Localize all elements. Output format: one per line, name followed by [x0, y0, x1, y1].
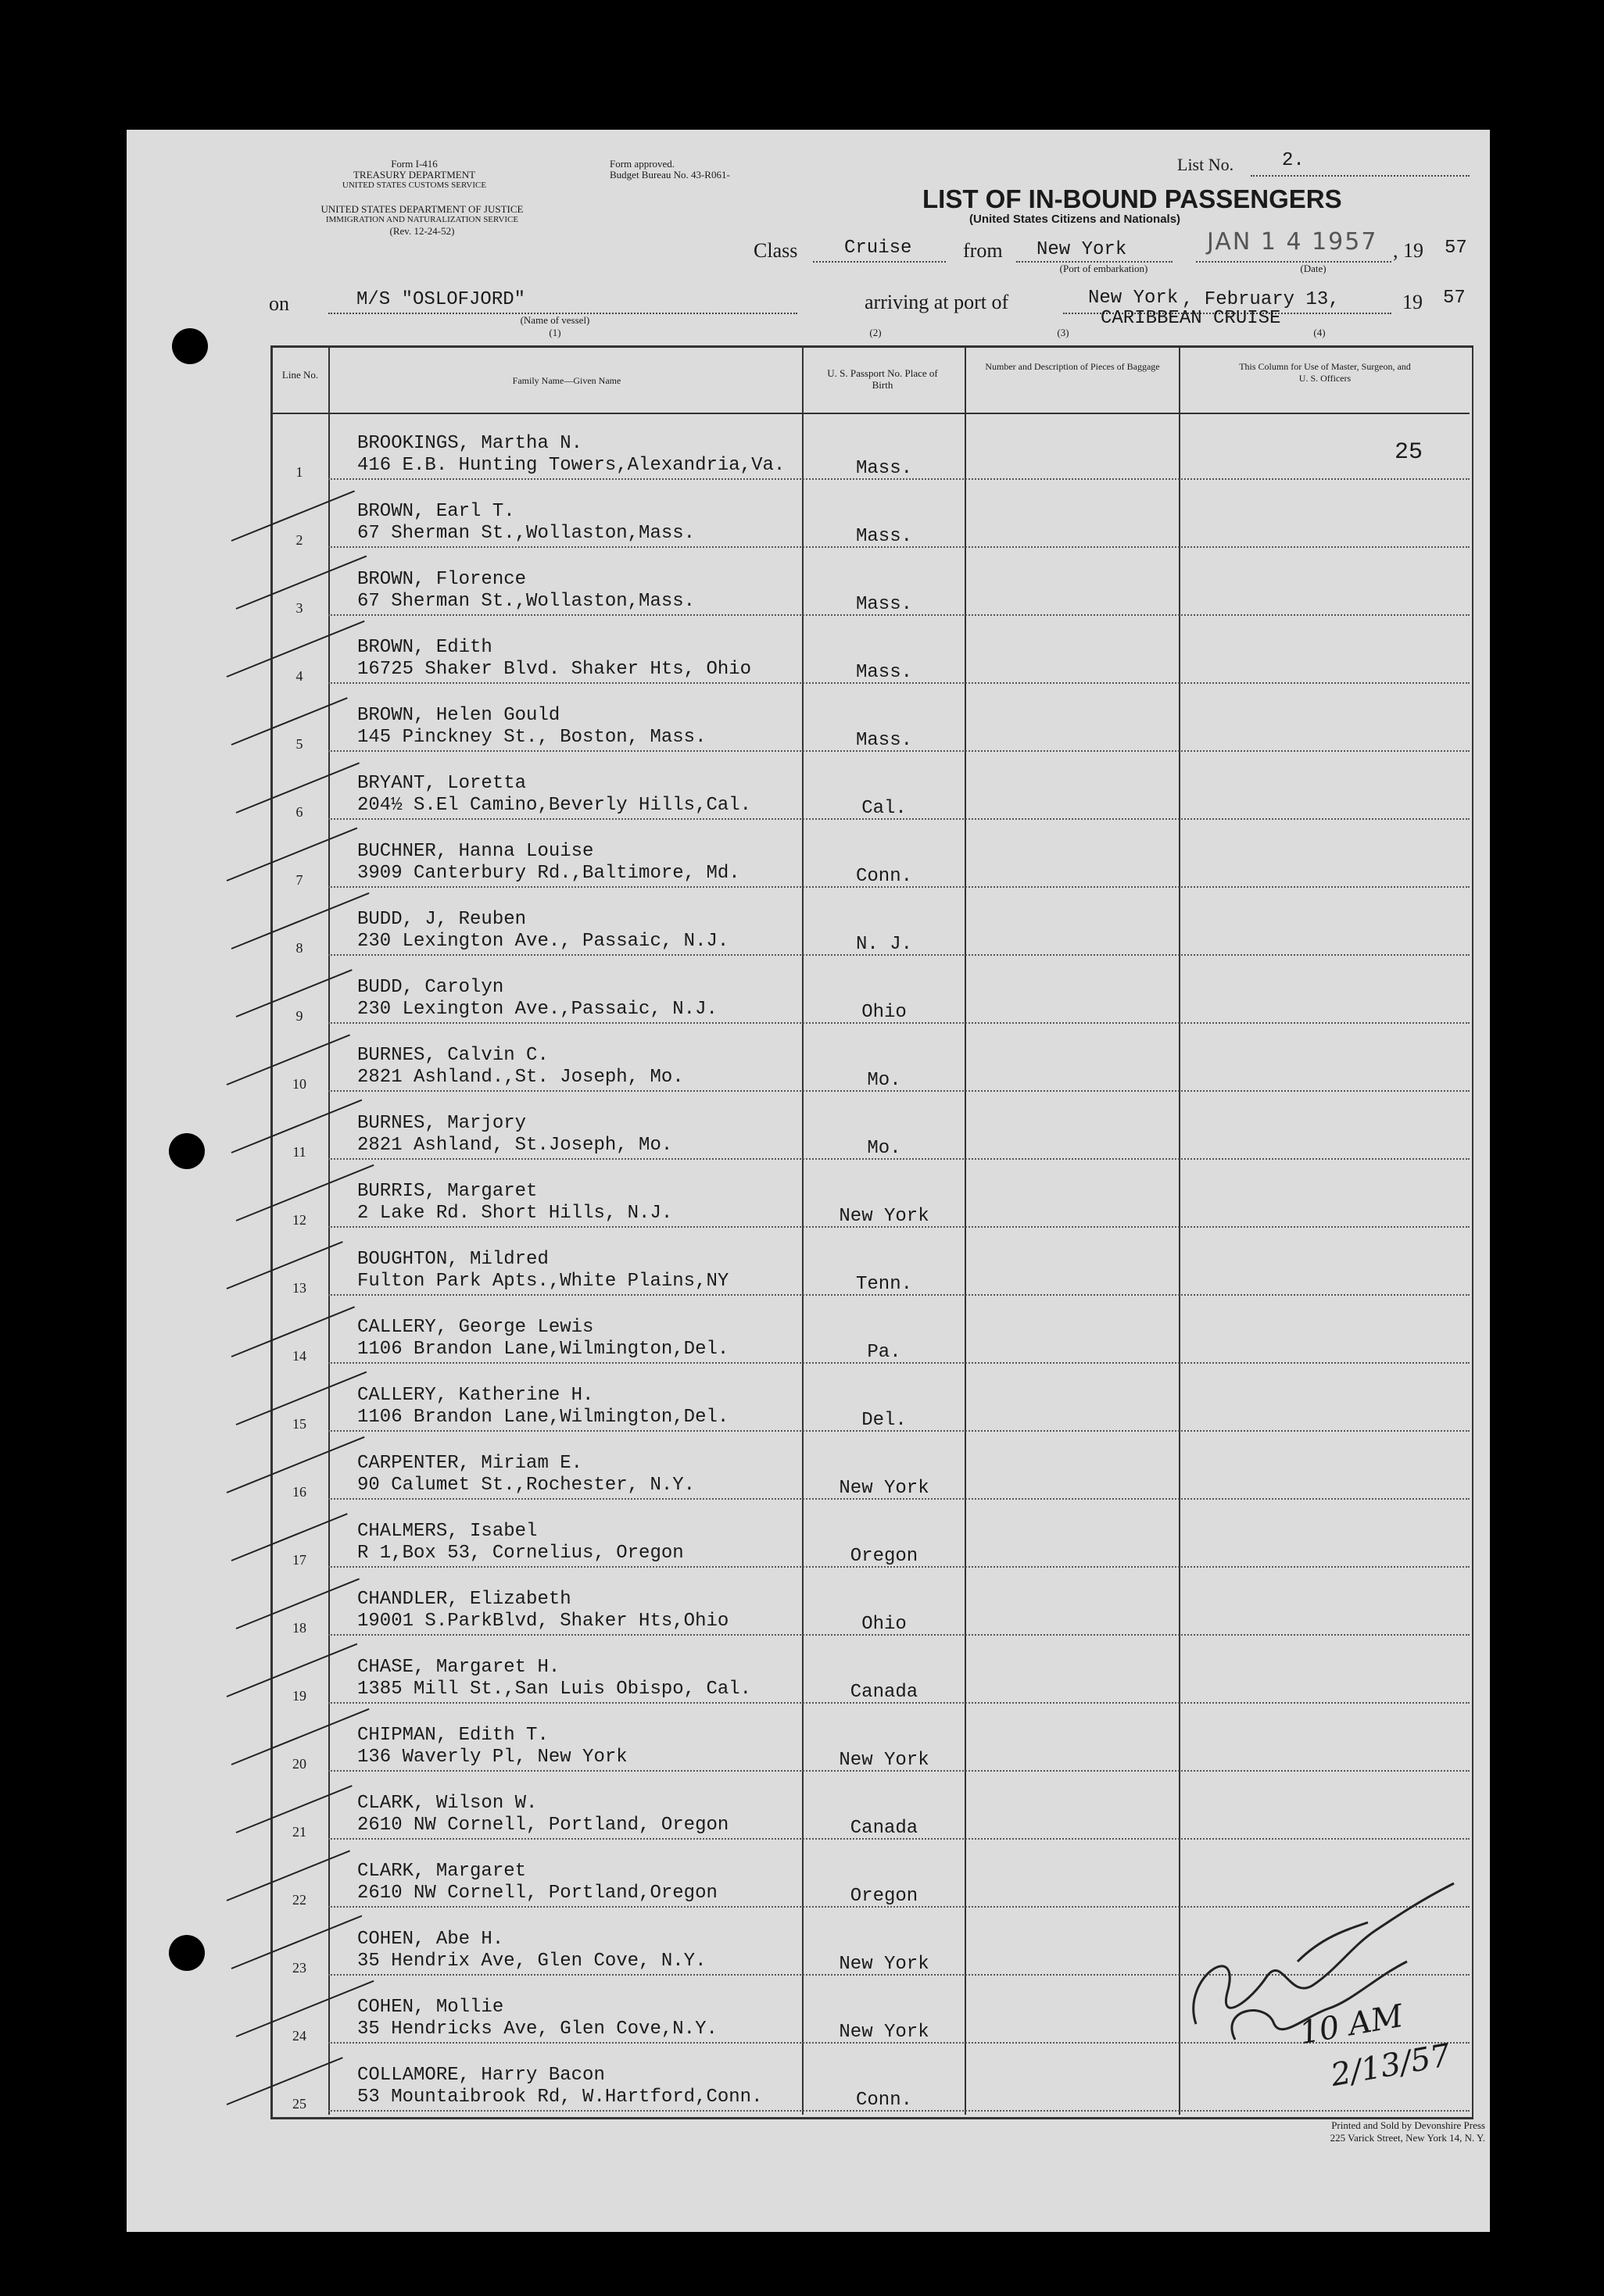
- line-number: 15: [292, 1416, 306, 1432]
- header-passport: U. S. Passport No. Place of Birth: [827, 367, 938, 391]
- passenger-birthplace: Mass.: [855, 526, 912, 547]
- passenger-address: 2610 NW Cornell, Portland,Oregon: [357, 1883, 718, 1904]
- line-number: 1: [295, 464, 303, 480]
- year-prefix-2: 19: [1402, 291, 1423, 313]
- passenger-name: BROWN, Helen Gould: [357, 705, 560, 726]
- form-approved: Form approved.: [610, 158, 675, 170]
- line-number: 6: [295, 804, 303, 820]
- line-number: 24: [292, 2028, 306, 2044]
- vessel-name: M/S "OSLOFJORD": [356, 289, 526, 310]
- passenger-birthplace: New York: [839, 1478, 929, 1499]
- budget-bureau: Budget Bureau No. 43-R061-: [610, 169, 730, 181]
- row-divider: [328, 1702, 1470, 1704]
- passenger-address: 230 Lexington Ave.,Passaic, N.J.: [357, 999, 718, 1020]
- passenger-address: 2 Lake Rd. Short Hills, N.J.: [357, 1203, 673, 1224]
- passenger-name: CHASE, Margaret H.: [357, 1657, 560, 1678]
- passenger-address: 3909 Canterbury Rd.,Baltimore, Md.: [357, 863, 740, 884]
- passenger-birthplace: Pa.: [867, 1342, 901, 1363]
- row-divider: [328, 546, 1470, 548]
- arriving-label: arriving at port of: [865, 291, 1009, 313]
- line-number: 21: [292, 1824, 306, 1840]
- passenger-address: 136 Waverly Pl, New York: [357, 1747, 628, 1768]
- col-2-number: (2): [869, 327, 882, 338]
- passenger-address: 19001 S.ParkBlvd, Shaker Hts,Ohio: [357, 1611, 729, 1632]
- header-rule: [270, 413, 1470, 414]
- passenger-birthplace: N. J.: [855, 934, 912, 955]
- col-3-number: (3): [1057, 327, 1069, 338]
- passenger-name: COHEN, Abe H.: [357, 1929, 504, 1950]
- passenger-birthplace: Mass.: [855, 730, 912, 751]
- passenger-address: 2821 Ashland, St.Joseph, Mo.: [357, 1135, 673, 1156]
- line-number: 16: [292, 1484, 306, 1500]
- passenger-birthplace: Oregon: [850, 1546, 918, 1567]
- passenger-birthplace: Mo.: [867, 1070, 901, 1091]
- line-number: 2: [295, 532, 303, 548]
- row-divider: [328, 1634, 1470, 1636]
- row-divider: [328, 1770, 1470, 1772]
- passenger-birthplace: Del.: [861, 1410, 907, 1431]
- line-number: 11: [292, 1144, 306, 1160]
- passenger-name: COLLAMORE, Harry Bacon: [357, 2065, 605, 2086]
- line-number: 9: [295, 1008, 303, 1024]
- treasury-dept: TREASURY DEPARTMENT: [353, 169, 476, 181]
- line-number: 20: [292, 1756, 306, 1772]
- passenger-name: CLARK, Margaret: [357, 1861, 527, 1882]
- passenger-address: 416 E.B. Hunting Towers,Alexandria,Va.: [357, 455, 786, 476]
- passenger-birthplace: Ohio: [861, 1002, 907, 1023]
- passenger-address: 230 Lexington Ave., Passaic, N.J.: [357, 931, 729, 952]
- passenger-birthplace: Cal.: [861, 798, 907, 819]
- row-divider: [328, 886, 1470, 888]
- cruise-note: CARIBBEAN CRUISE: [1101, 308, 1281, 329]
- revision: (Rev. 12-24-52): [389, 225, 455, 237]
- row-divider: [328, 1022, 1470, 1024]
- passenger-address: 2821 Ashland.,St. Joseph, Mo.: [357, 1067, 684, 1088]
- row-divider: [328, 1294, 1470, 1296]
- row-divider: [328, 1430, 1470, 1432]
- passenger-address: 1106 Brandon Lane,Wilmington,Del.: [357, 1407, 729, 1428]
- passenger-address: R 1,Box 53, Cornelius, Oregon: [357, 1543, 684, 1564]
- passenger-birthplace: Conn.: [855, 866, 912, 887]
- class-label: Class: [754, 239, 798, 262]
- printer-line-2: 225 Varick Street, New York 14, N. Y.: [1330, 2132, 1485, 2144]
- punch-hole: [172, 328, 208, 364]
- row-divider: [328, 1158, 1470, 1160]
- year-prefix-1: , 19: [1393, 239, 1423, 262]
- row-divider: [328, 478, 1470, 480]
- line-number: 19: [292, 1688, 306, 1704]
- row-divider: [328, 954, 1470, 956]
- passenger-birthplace: Oregon: [850, 1886, 918, 1907]
- passenger-name: CLARK, Wilson W.: [357, 1793, 538, 1814]
- passenger-birthplace: New York: [839, 2022, 929, 2043]
- passenger-name: CHALMERS, Isabel: [357, 1521, 538, 1542]
- handwritten-time: 10 AM: [1297, 1997, 1406, 2052]
- passenger-name: BROOKINGS, Martha N.: [357, 433, 583, 454]
- passenger-address: 16725 Shaker Blvd. Shaker Hts, Ohio: [357, 659, 752, 680]
- passenger-address: 90 Calumet St.,Rochester, N.Y.: [357, 1475, 696, 1496]
- passenger-birthplace: Mass.: [855, 458, 912, 479]
- punch-hole: [169, 1133, 205, 1169]
- form-subtitle: (United States Citizens and Nationals): [969, 213, 1181, 226]
- passenger-name: BUCHNER, Hanna Louise: [357, 841, 594, 862]
- passenger-birthplace: New York: [839, 1750, 929, 1771]
- passenger-birthplace: Ohio: [861, 1614, 907, 1635]
- embark-port: New York: [1037, 239, 1127, 260]
- header-line-no: Line No.: [281, 369, 319, 381]
- from-label: from: [963, 239, 1003, 262]
- passenger-name: BURRIS, Margaret: [357, 1181, 538, 1202]
- passenger-name: BROWN, Earl T.: [357, 501, 515, 522]
- passenger-name: BURNES, Marjory: [357, 1113, 527, 1134]
- passenger-name: CARPENTER, Miriam E.: [357, 1453, 583, 1474]
- form-title: LIST OF IN-BOUND PASSENGERS: [922, 184, 1342, 213]
- passenger-name: COHEN, Mollie: [357, 1997, 504, 2018]
- line-number: 17: [292, 1552, 306, 1568]
- passenger-address: 67 Sherman St.,Wollaston,Mass.: [357, 523, 696, 544]
- row-divider: [328, 1498, 1470, 1500]
- row-divider: [328, 1090, 1470, 1092]
- line-number: 4: [295, 668, 303, 684]
- col-divider: [328, 345, 330, 2115]
- customs-service: UNITED STATES CUSTOMS SERVICE: [342, 181, 487, 190]
- passenger-birthplace: Mass.: [855, 662, 912, 683]
- arrival-port: New York: [1088, 288, 1179, 309]
- col-4-number: (4): [1313, 327, 1326, 338]
- line-number: 22: [292, 1892, 306, 1908]
- passenger-address: 145 Pinckney St., Boston, Mass.: [357, 727, 707, 748]
- row-divider: [328, 818, 1470, 820]
- passenger-name: CALLERY, Katherine H.: [357, 1385, 594, 1406]
- year-2: 57: [1443, 288, 1466, 309]
- passenger-name: BUDD, Carolyn: [357, 977, 504, 998]
- list-label: List No.: [1177, 155, 1234, 174]
- row-divider: [328, 614, 1470, 616]
- passenger-birthplace: New York: [839, 1206, 929, 1227]
- passenger-birthplace: Canada: [850, 1818, 918, 1839]
- ins-service: IMMIGRATION AND NATURALIZATION SERVICE: [325, 215, 519, 224]
- passenger-name: BROWN, Florence: [357, 569, 527, 590]
- passenger-name: BROWN, Edith: [357, 637, 492, 658]
- passenger-address: Fulton Park Apts.,White Plains,NY: [357, 1271, 729, 1292]
- header-name: Family Name—Given Name: [512, 375, 621, 386]
- line-number: 7: [295, 872, 303, 888]
- passenger-name: CHANDLER, Elizabeth: [357, 1589, 571, 1610]
- row-divider: [328, 1362, 1470, 1364]
- row-divider: [328, 750, 1470, 752]
- passenger-name: CHIPMAN, Edith T.: [357, 1725, 549, 1746]
- passenger-address: 35 Hendrix Ave, Glen Cove, N.Y.: [357, 1951, 707, 1972]
- line-number: 14: [292, 1348, 306, 1364]
- row-divider: [328, 2110, 1470, 2112]
- line-number: 5: [295, 736, 303, 752]
- handwritten-date: 2/13/57: [1328, 2037, 1454, 2094]
- date-caption: (Date): [1300, 263, 1327, 274]
- date-stamp: JAN 1 4 1957: [1207, 228, 1378, 256]
- line-number: 13: [292, 1280, 306, 1296]
- class-value: Cruise: [844, 238, 912, 259]
- passenger-name: BURNES, Calvin C.: [357, 1045, 549, 1066]
- year-1: 57: [1445, 238, 1467, 259]
- header-officers: This Column for Use of Master, Surgeon, and U. S. Officers: [1239, 361, 1411, 384]
- line-number: 18: [292, 1620, 306, 1636]
- count-note: 25: [1395, 439, 1423, 466]
- passenger-address: 2610 NW Cornell, Portland, Oregon: [357, 1815, 729, 1836]
- passenger-birthplace: Mass.: [855, 594, 912, 615]
- passenger-address: 35 Hendricks Ave, Glen Cove,N.Y.: [357, 2019, 718, 2040]
- line-number: 3: [295, 600, 303, 616]
- punch-hole: [169, 1935, 205, 1971]
- passenger-address: 53 Mountaibrook Rd, W.Hartford,Conn.: [357, 2087, 763, 2108]
- passenger-name: BRYANT, Loretta: [357, 773, 527, 794]
- col-divider: [965, 345, 966, 2115]
- passenger-name: CALLERY, George Lewis: [357, 1317, 594, 1338]
- passenger-birthplace: Canada: [850, 1682, 918, 1703]
- printer-line-1: Printed and Sold by Devonshire Press: [1331, 2119, 1485, 2131]
- on-label: on: [269, 292, 289, 315]
- passenger-birthplace: Tenn.: [855, 1274, 912, 1295]
- passenger-name: BOUGHTON, Mildred: [357, 1249, 549, 1270]
- list-number: 2.: [1282, 150, 1305, 171]
- row-divider: [328, 1226, 1470, 1228]
- row-divider: [328, 682, 1470, 684]
- port-caption: (Port of embarkation): [1059, 263, 1148, 274]
- line-number: 8: [295, 940, 303, 956]
- line-number: 10: [292, 1076, 306, 1092]
- line-number: 12: [292, 1212, 306, 1228]
- line-number: 23: [292, 1960, 306, 1976]
- vessel-caption: (Name of vessel): [520, 314, 590, 326]
- line-number: 25: [292, 2096, 306, 2112]
- col-1-number: (1): [549, 327, 561, 338]
- form-number: Form I-416: [391, 158, 438, 170]
- header-baggage: Number and Description of Pieces of Baggage: [985, 361, 1160, 372]
- passenger-birthplace: Conn.: [855, 2090, 912, 2111]
- passenger-address: 1385 Mill St.,San Luis Obispo, Cal.: [357, 1679, 752, 1700]
- justice-dept: UNITED STATES DEPARTMENT OF JUSTICE: [320, 203, 524, 215]
- row-divider: [328, 1566, 1470, 1568]
- passenger-address: 67 Sherman St.,Wollaston,Mass.: [357, 591, 696, 612]
- passenger-birthplace: New York: [839, 1954, 929, 1975]
- arrival-date: , February 13,: [1182, 289, 1340, 310]
- row-divider: [328, 1838, 1470, 1840]
- passenger-address: 204½ S.El Camino,Beverly Hills,Cal.: [357, 795, 752, 816]
- passenger-birthplace: Mo.: [867, 1138, 901, 1159]
- passenger-name: BUDD, J, Reuben: [357, 909, 527, 930]
- passenger-address: 1106 Brandon Lane,Wilmington,Del.: [357, 1339, 729, 1360]
